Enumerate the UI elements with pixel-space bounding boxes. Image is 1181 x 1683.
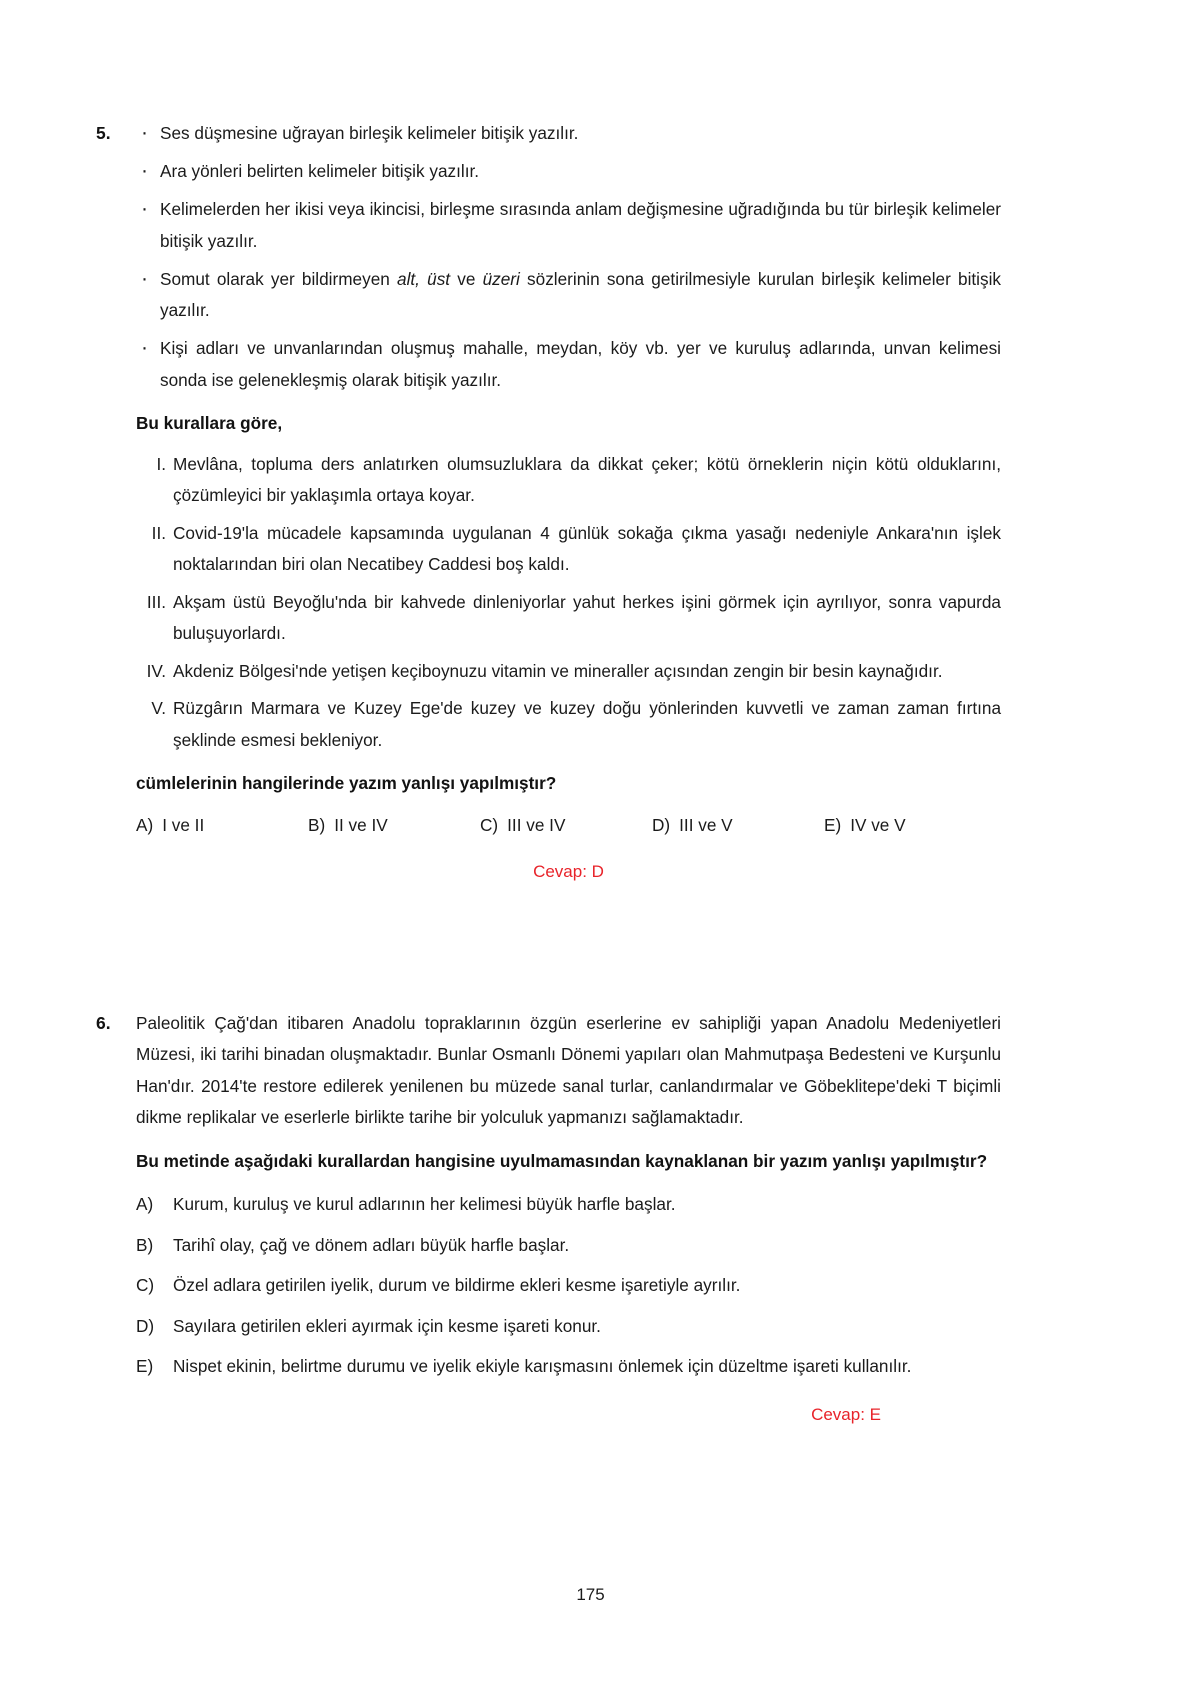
question-6-number: 6. <box>96 1012 111 1033</box>
choice-b[interactable] <box>136 1230 1001 1262</box>
choice-e-text: Nispet ekinin, belirtme durumu ve iyelik ekiyle karışmasını önlemek için düzeltme işareti kullanılır. <box>173 1356 912 1376</box>
choice-d-text: Sayılara getirilen ekleri ayırmak için kesme işareti konur. <box>173 1315 601 1336</box>
choice-a-text: I ve II <box>162 814 205 835</box>
question-5-answer-key: Cevap: D <box>533 861 604 881</box>
choice-d[interactable] <box>136 1311 1001 1343</box>
choice-a-text: Kurum, kuruluş ve kurul adlarının her kelimesi büyük harfle başlar. <box>173 1194 676 1214</box>
choice-a[interactable] <box>136 1189 1001 1221</box>
question-6-stem: Bu metinde aşağıdaki kurallardan hangisine uyulmamasından kaynaklanan bir yazım yanlışı yapılmıştır? <box>136 1150 988 1171</box>
rule-text-pre: Somut olarak yer bildirmeyen <box>160 268 398 289</box>
question-6 <box>96 1008 1001 1429</box>
choice-e[interactable] <box>824 810 996 840</box>
choice-c[interactable] <box>136 1270 1001 1302</box>
rule-item: · Ara yönleri belirten kelimeler bitişik yazılır. <box>136 156 1001 188</box>
choice-c[interactable] <box>480 810 652 840</box>
statement-item <box>136 449 1001 512</box>
question-5-stem: cümlelerinin hangilerinde yazım yanlışı yapılmıştır? <box>136 773 557 793</box>
choice-a[interactable] <box>136 810 308 840</box>
statement-text: Mevlâna, topluma ders anlatırken olumsuzluklara da dikkat çeker; kötü örneklerin niçin kötü olduklarını, çözümleyici bir yaklaşımla ortaya koyar. <box>173 453 1001 505</box>
statement-text: Covid-19'la mücadele kapsamında uygulanan 4 günlük sokağa çıkma yasağı nedeniyle Ankara'nın işlek noktalarından biri olan Necatibey Caddesi boş kaldı. <box>173 522 1001 574</box>
statement-numeral: II. <box>151 522 166 543</box>
question-5-body <box>136 118 1001 886</box>
question-5 <box>96 118 1001 886</box>
statement-item <box>136 587 1001 650</box>
statement-numeral: I. <box>156 453 166 474</box>
rule-text-post: sözlerinin sona getirilmesiyle kurulan birleşik kelimeler bitişik yazılır. <box>160 268 1001 320</box>
rule-item-italic <box>136 264 1001 327</box>
question-5-lead-in: Bu kurallara göre, <box>136 413 283 433</box>
question-spacer <box>96 886 1001 1008</box>
choice-c-label: C) <box>136 1275 155 1295</box>
statement-numeral: V. <box>151 698 166 718</box>
question-6-body <box>136 1008 1001 1429</box>
choice-b-text: Tarihî olay, çağ ve dönem adları büyük harfle başlar. <box>173 1234 570 1255</box>
choice-d-label: D) <box>136 1315 155 1336</box>
statement-numeral: III. <box>146 591 166 612</box>
rule-item: · Kelimelerden her ikisi veya ikincisi, birleşme sırasında anlam değişmesine uğradığında bu tür birleşik kelimeler bitişik yazılır. <box>136 194 1001 257</box>
choice-d-label: D) <box>652 814 671 835</box>
statement-item <box>136 656 1001 688</box>
choice-c-text: III ve IV <box>507 814 566 835</box>
question-6-choices <box>136 1189 1001 1383</box>
choice-e-text: IV ve V <box>850 814 906 835</box>
statement-text: Akşam üstü Beyoğlu'nda bir kahvede dinleniyorlar yahut herkes işini görmek için ayrılıyor, sonra vapurda buluşuyorlardı. <box>173 591 1001 643</box>
statement-item <box>136 518 1001 581</box>
question-5-number: 5. <box>96 123 111 143</box>
question-6-passage: Paleolitik Çağ'dan itibaren Anadolu topraklarının özgün eserlerine ev sahipliği yapan Anadolu Medeniyetleri Müzesi, iki tarihi binadan oluşmaktadır. Bunlar Osmanlı Dönemi yapıları olan Mahmutpaşa Bedesteni ve Kurşunlu Han'dır. 2014'te restore edilerek yenilenen bu müzede sanal turlar, canlandırmalar ve Göbeklitepe'deki T biçimli dikme replikalar ve eserlerle birlikte tarihe bir yolculuk yapmanızı sağlamaktadır. <box>136 1012 1001 1127</box>
choice-a-label: A) <box>136 814 154 835</box>
choice-e[interactable] <box>136 1351 1001 1383</box>
choice-d-text: III ve V <box>679 814 733 835</box>
rule-item: · Kişi adları ve unvanlarından oluşmuş mahalle, meydan, köy vb. yer ve kuruluş adlarında, unvan kelimesi sonda ise gelenekleşmiş olarak bitişik yazılır. <box>136 333 1001 396</box>
statement-numeral: IV. <box>146 660 166 681</box>
choice-a-label: A) <box>136 1194 154 1214</box>
choice-b-text: II ve IV <box>334 814 388 835</box>
statement-text: Akdeniz Bölgesi'nde yetişen keçiboynuzu vitamin ve mineraller açısından zengin bir besin kaynağıdır. <box>173 660 943 681</box>
rule-emphasis-alt-ust: alt, üst <box>397 268 451 289</box>
question-5-choices <box>136 810 1001 840</box>
rule-text-mid: ve <box>450 268 483 289</box>
choice-e-label: E) <box>824 814 842 835</box>
page-number: 175 <box>576 1585 605 1604</box>
question-5-statement-list <box>136 449 1001 757</box>
statement-item <box>136 693 1001 756</box>
rule-emphasis-uzeri: üzeri <box>482 268 520 289</box>
choice-e-label: E) <box>136 1356 154 1376</box>
choice-c-text: Özel adlara getirilen iyelik, durum ve bildirme ekleri kesme işaretiyle ayrılır. <box>173 1275 741 1295</box>
statement-text: Rüzgârın Marmara ve Kuzey Ege'de kuzey ve kuzey doğu yönlerinden kuvvetli ve zaman zaman fırtına şeklinde esmesi bekleniyor. <box>173 698 1001 750</box>
choice-b[interactable] <box>308 810 480 840</box>
question-6-answer-key: Cevap: E <box>811 1404 881 1424</box>
question-5-rule-list <box>136 118 1001 396</box>
choice-c-label: C) <box>480 814 499 835</box>
rule-item: · Ses düşmesine uğrayan birleşik kelimeler bitişik yazılır. <box>136 118 1001 150</box>
choice-b-label: B) <box>308 814 326 835</box>
choice-b-label: B) <box>136 1234 154 1255</box>
choice-d[interactable] <box>652 810 824 840</box>
